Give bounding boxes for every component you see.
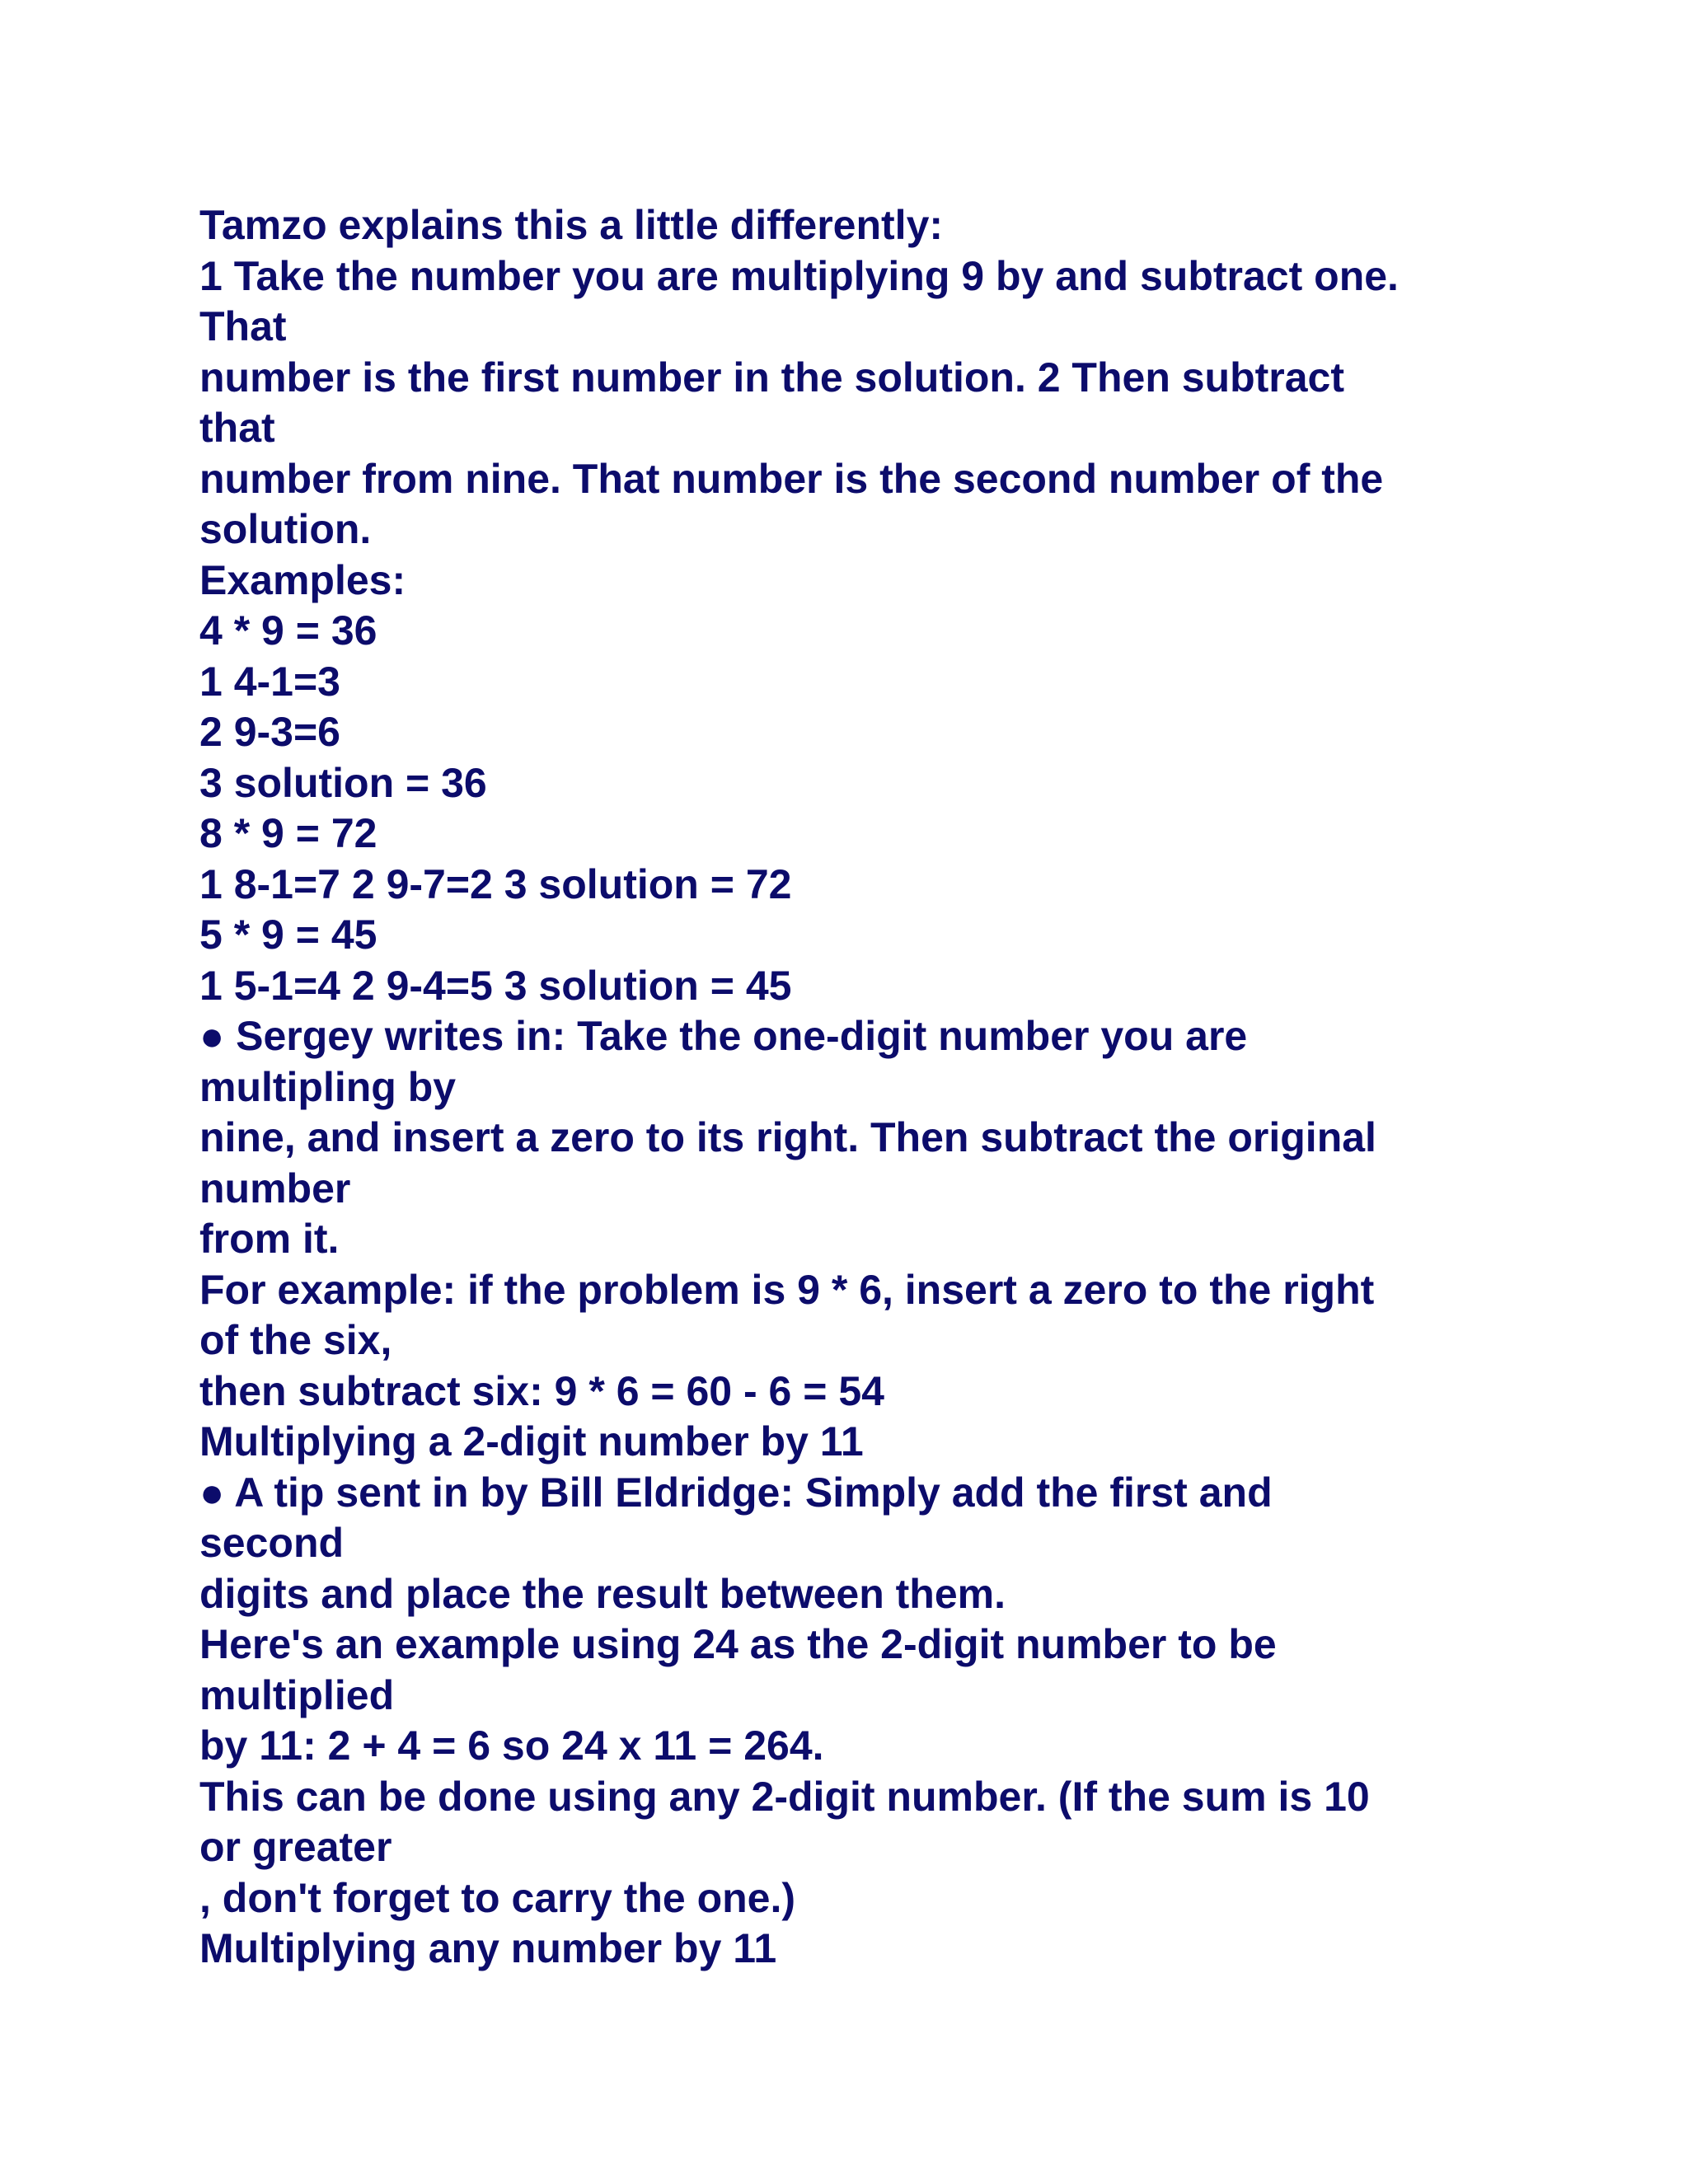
text-line: by 11: 2 + 4 = 6 so 24 x 11 = 264.: [199, 1722, 824, 1769]
example-equation: 5 * 9 = 45: [199, 912, 377, 958]
bullet-bill-line: ● A tip sent in by Bill Eldridge: Simply add the first and: [199, 1469, 1273, 1516]
bullet-sergey-line: ● Sergey writes in: Take the one-digit number you are: [199, 1013, 1248, 1059]
text-line: For example: if the problem is 9 * 6, insert a zero to the right: [199, 1266, 1375, 1313]
text-line: solution.: [199, 506, 372, 552]
text-line: nine, and insert a zero to its right. Then subtract the original: [199, 1114, 1376, 1160]
section-heading: Multiplying a 2-digit number by 11: [199, 1418, 864, 1465]
text-line: , don't forget to carry the one.): [199, 1874, 796, 1921]
text-line: That: [199, 303, 287, 349]
text-line: multipling by: [199, 1063, 457, 1110]
example-step: 2 9-3=6: [199, 709, 340, 755]
text-line: from it.: [199, 1216, 340, 1262]
text-line: then subtract six: 9 * 6 = 60 - 6 = 54: [199, 1367, 884, 1414]
examples-heading: Examples:: [199, 556, 406, 603]
text-line: multiplied: [199, 1671, 395, 1718]
example-steps: 1 5-1=4 2 9-4=5 3 solution = 45: [199, 962, 792, 1009]
text-line: number is the first number in the solution. 2 Then subtract: [199, 354, 1345, 401]
text-line: that: [199, 405, 275, 451]
text-line: second: [199, 1520, 345, 1566]
section-heading: Multiplying any number by 11: [199, 1925, 777, 1971]
example-steps: 1 8-1=7 2 9-7=2 3 solution = 72: [199, 860, 792, 907]
example-solution: 3 solution = 36: [199, 759, 487, 806]
example-equation: 8 * 9 = 72: [199, 810, 377, 856]
text-line: or greater: [199, 1824, 392, 1870]
text-line: Here's an example using 24 as the 2-digit number to be: [199, 1621, 1277, 1667]
example-step: 1 4-1=3: [199, 658, 340, 705]
text-line: digits and place the result between them.: [199, 1570, 1006, 1617]
intro-line: Tamzo explains this a little differently:: [199, 202, 944, 248]
example-equation: 4 * 9 = 36: [199, 607, 377, 654]
text-line: This can be done using any 2-digit number. (If the sum is 10: [199, 1773, 1370, 1820]
step-1-line: 1 Take the number you are multiplying 9 by and subtract one.: [199, 252, 1399, 299]
text-line: of the six,: [199, 1317, 392, 1363]
document-page: [199, 200, 1502, 1975]
text-line: number: [199, 1165, 351, 1212]
text-line: number from nine. That number is the second number of the: [199, 455, 1384, 502]
